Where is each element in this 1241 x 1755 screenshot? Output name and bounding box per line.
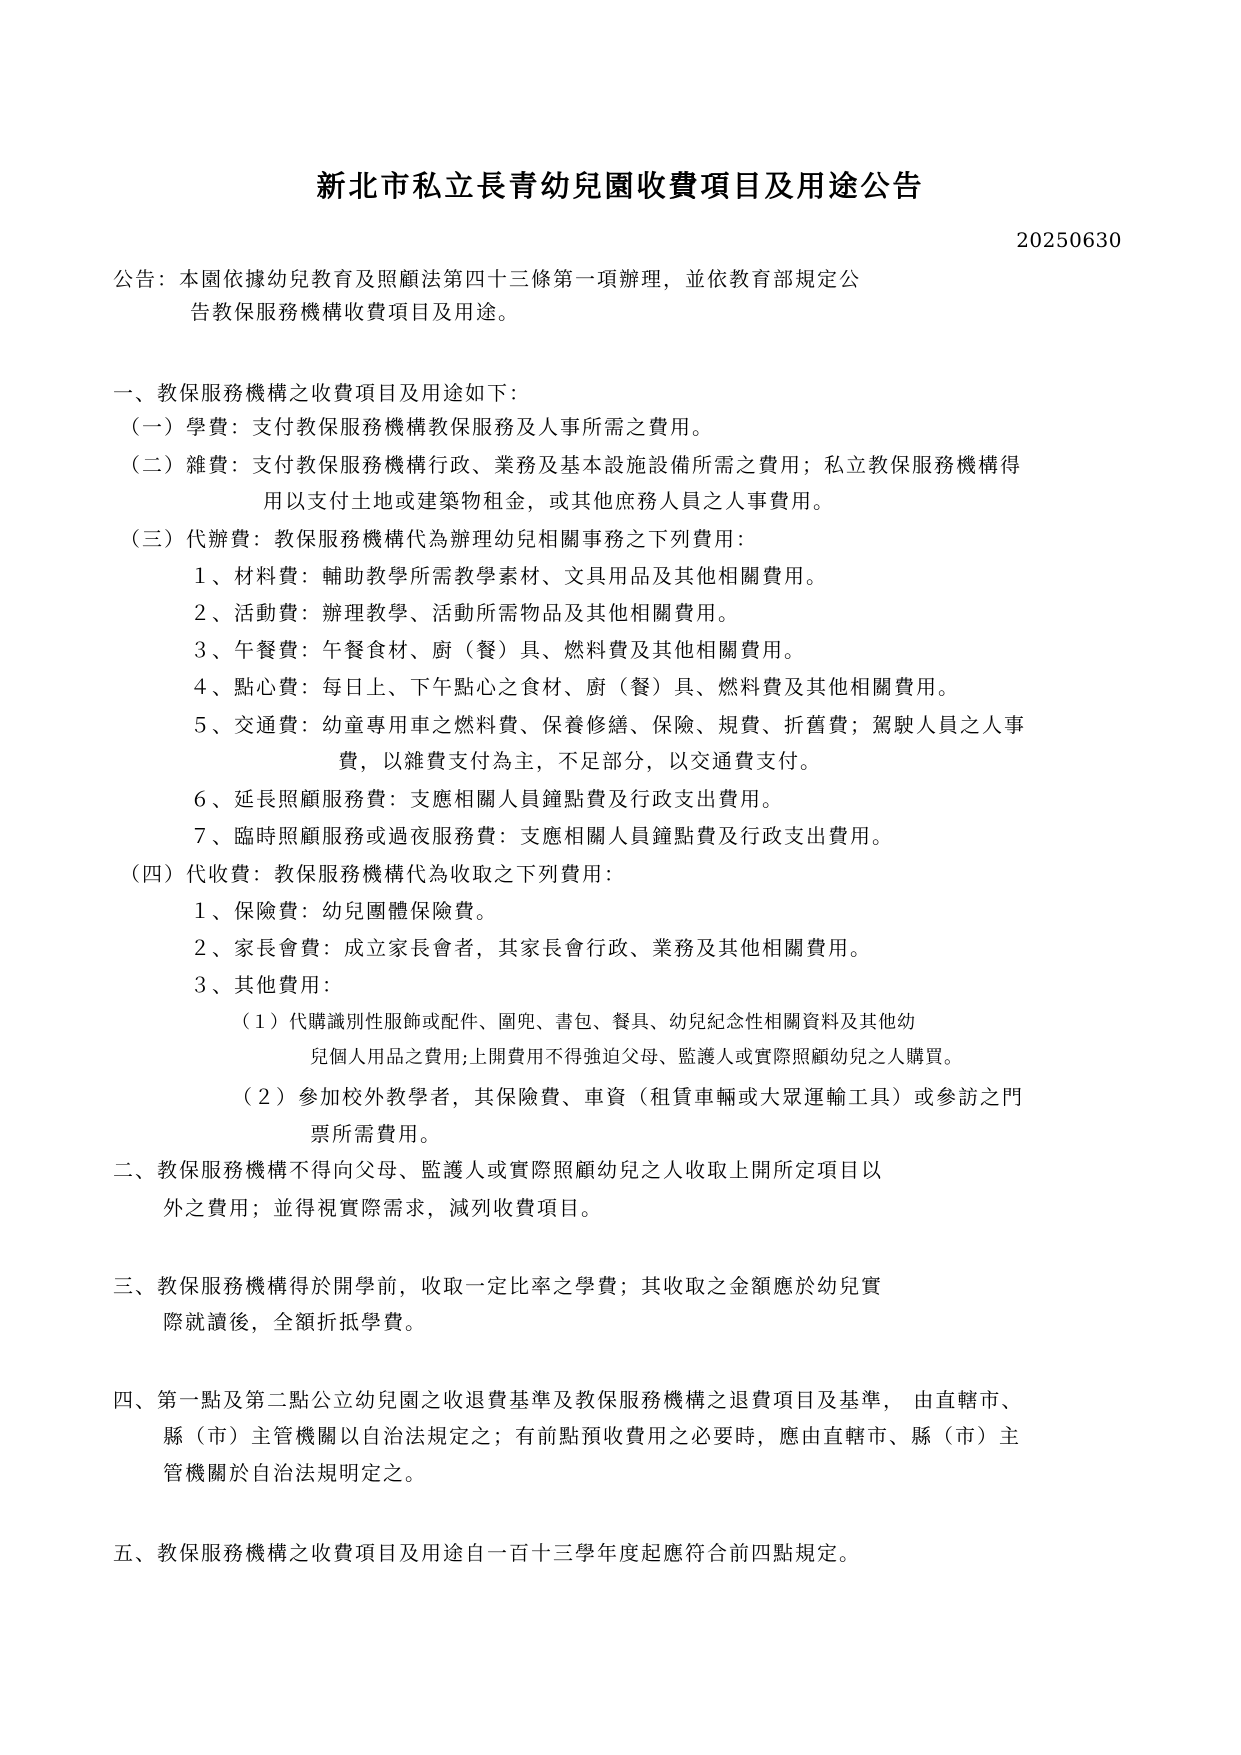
section-2: 二、教保服務機構不得向父母、監護人或實際照顧幼兒之人收取上開所定項目以 xyxy=(113,1158,883,1182)
item-agency-fee: （三）代辦費：教保服務機構代為辦理幼兒相關事務之下列費用： xyxy=(120,527,758,551)
section-3: 三、教保服務機構得於開學前，收取一定比率之學費；其收取之金額應於幼兒實 xyxy=(113,1274,883,1298)
other-fee-item-2: （２）參加校外教學者，其保險費、車資（租賃車輛或大眾運輸工具）或參訪之門 xyxy=(232,1085,1024,1109)
agency-lunch-fee: ３、午餐費：午餐食材、廚（餐）具、燃料費及其他相關費用。 xyxy=(190,638,806,662)
agency-material-fee: １、材料費：輔助教學所需教學素材、文具用品及其他相關費用。 xyxy=(190,564,828,588)
agency-transport-fee: ５、交通費：幼童專用車之燃料費、保養修繕、保險、規費、折舊費；駕駛人員之人事 xyxy=(190,713,1026,737)
section-4: 四、第一點及第二點公立幼兒園之收退費基準及教保服務機構之退費項目及基準， 由直轄市、 xyxy=(113,1388,1024,1412)
agency-extended-care-fee: ６、延長照顧服務費：支應相關人員鐘點費及行政支出費用。 xyxy=(190,787,784,811)
item-misc-fee-cont: 用以支付土地或建築物租金，或其他庶務人員之人事費用。 xyxy=(263,489,835,513)
agency-temporary-care-fee: ７、臨時照顧服務或過夜服務費：支應相關人員鐘點費及行政支出費用。 xyxy=(190,824,894,848)
section-4-cont-2: 管機關於自治法規明定之。 xyxy=(163,1461,427,1485)
agency-snack-fee: ４、點心費：每日上、下午點心之食材、廚（餐）具、燃料費及其他相關費用。 xyxy=(190,675,960,699)
announcement-line-2: 告教保服務機構收費項目及用途。 xyxy=(190,300,520,324)
document-date: 20250630 xyxy=(1016,228,1122,252)
section-3-cont: 際就讀後，全額折抵學費。 xyxy=(163,1310,427,1334)
section-1-heading: 一、教保服務機構之收費項目及用途如下： xyxy=(113,381,531,405)
section-2-cont: 外之費用；並得視實際需求，減列收費項目。 xyxy=(163,1196,603,1220)
agency-activity-fee: ２、活動費：辦理教學、活動所需物品及其他相關費用。 xyxy=(190,601,740,625)
item-collection-fee: （四）代收費：教保服務機構代為收取之下列費用： xyxy=(120,862,626,886)
item-misc-fee: （二）雜費：支付教保服務機構行政、業務及基本設施設備所需之費用；私立教保服務機構得 xyxy=(120,453,1022,477)
collection-insurance-fee: １、保險費：幼兒團體保險費。 xyxy=(190,899,498,923)
other-fee-item-2-cont: 票所需費用。 xyxy=(310,1122,442,1146)
collection-other-fees: ３、其他費用： xyxy=(190,973,344,997)
item-tuition: （一）學費：支付教保服務機構教保服務及人事所需之費用。 xyxy=(120,415,714,439)
other-fee-item-1-cont: 兒個人用品之費用;上開費用不得強迫父母、監護人或實際照顧幼兒之人購買。 xyxy=(310,1047,964,1068)
section-4-cont-1: 縣（市）主管機關以自治法規定之；有前點預收費用之必要時，應由直轄市、縣（市）主 xyxy=(163,1424,1021,1448)
other-fee-item-1: （１）代購識別性服飾或配件、圍兜、書包、餐具、幼兒紀念性相關資料及其他幼 xyxy=(232,1012,916,1033)
document-title: 新北市私立長青幼兒園收費項目及用途公告 xyxy=(316,169,925,203)
announcement-line-1: 公告：本園依據幼兒教育及照顧法第四十三條第一項辦理，並依教育部規定公 xyxy=(113,267,861,291)
collection-parent-association-fee: ２、家長會費：成立家長會者，其家長會行政、業務及其他相關費用。 xyxy=(190,936,872,960)
section-5: 五、教保服務機構之收費項目及用途自一百十三學年度起應符合前四點規定。 xyxy=(113,1541,861,1565)
agency-transport-fee-cont: 費，以雜費支付為主，不足部分，以交通費支付。 xyxy=(338,749,822,773)
